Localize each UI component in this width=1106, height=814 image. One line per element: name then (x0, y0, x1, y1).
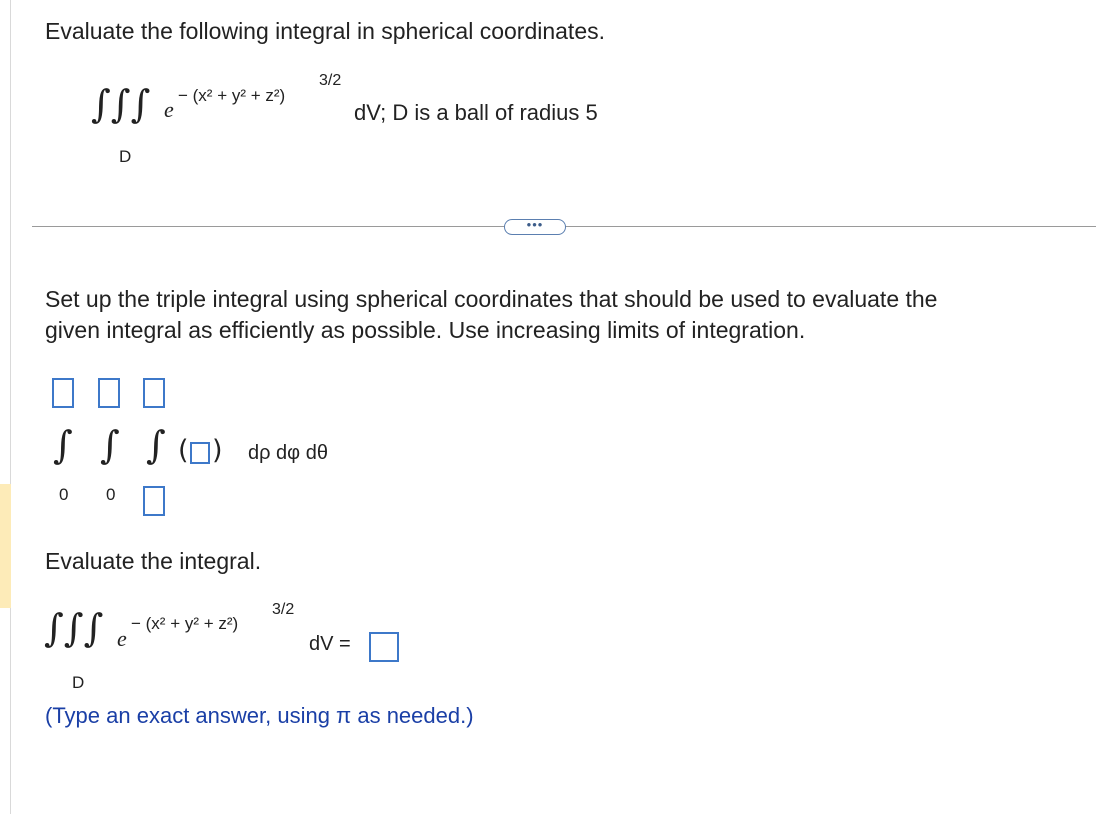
integral-sign-theta: ∫ (53, 423, 73, 467)
lower-limit-theta: 0 (59, 485, 69, 504)
eval-exponent-inner: − (x² + y² + z²) (131, 614, 239, 633)
integrand-input[interactable] (190, 442, 210, 464)
exp-base: e (164, 97, 174, 122)
more-options-button[interactable]: ••• (504, 219, 566, 235)
exponent-inner: − (x² + y² + z²) (178, 86, 286, 105)
answer-input[interactable] (369, 632, 399, 662)
question-heading: Evaluate the following integral in spherical coordinates. (45, 18, 605, 44)
setup-instructions-line2: given integral as efficiently as possible. Use increasing limits of integration. (45, 317, 806, 343)
eval-triple-integral-sign: ∫∫∫ (44, 606, 104, 650)
evaluate-label: Evaluate the integral. (45, 548, 262, 574)
eval-rest: dV = (309, 633, 351, 655)
question-marker (0, 484, 11, 608)
integrand-paren-open: ( (178, 435, 189, 466)
answer-hint: (Type an exact answer, using π as needed.) (45, 703, 474, 728)
upper-limit-rho-input[interactable] (143, 378, 165, 408)
triple-integral-sign: ∫∫∫ (91, 82, 151, 126)
eval-region-label: D (72, 673, 85, 692)
lower-limit-phi: 0 (106, 485, 116, 504)
differentials: dρ dφ dθ (248, 442, 328, 464)
upper-limit-phi-input[interactable] (98, 378, 120, 408)
setup-instructions-line1: Set up the triple integral using spherical coordinates that should be used to evaluate the (45, 286, 938, 312)
lower-limit-rho-input[interactable] (143, 486, 165, 516)
exponent-power: 3/2 (319, 72, 342, 89)
left-border (10, 0, 11, 814)
upper-limit-theta-input[interactable] (52, 378, 74, 408)
eval-exponent-power: 3/2 (272, 601, 295, 618)
region-label: D (119, 147, 132, 166)
problem-rest: dV; D is a ball of radius 5 (354, 100, 598, 125)
integral-sign-phi: ∫ (100, 423, 120, 467)
eval-exp-base: e (117, 626, 127, 651)
integral-sign-rho: ∫ (146, 423, 166, 467)
integrand-paren-close: ) (212, 435, 223, 466)
